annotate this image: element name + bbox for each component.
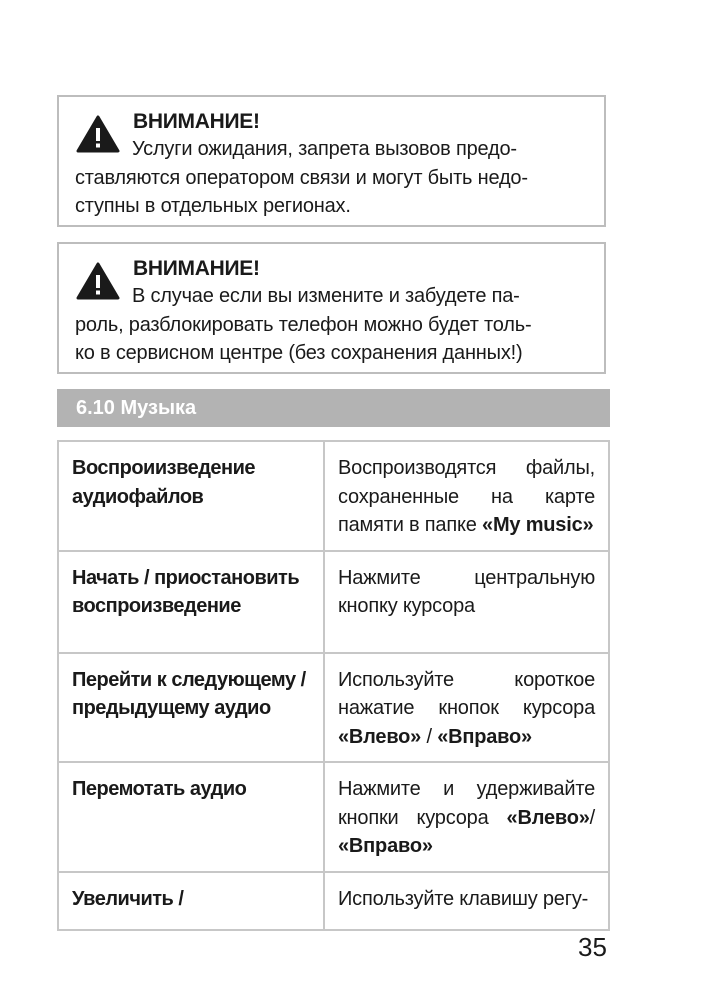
warning-title: ВНИМАНИЕ!	[133, 257, 260, 280]
function-description: Используйте короткое нажатие кнопок курсора «Влево» / «Вправо»	[324, 653, 609, 763]
warning-text: Услуги ожидания, запрета вызовов предо- ставляются оператором связи и могут быть недо- ступны в отдельных регионах.	[75, 138, 528, 217]
function-description: Используйте клавишу регу-	[324, 872, 609, 930]
function-name: Перемотать аудио	[58, 762, 324, 872]
table-row	[58, 441, 609, 551]
section-heading: 6.10 Музыка	[57, 389, 610, 427]
function-name: Начать / приостановить воспроизведение	[58, 551, 324, 653]
warning-text: В случае если вы измените и забудете па- роль, разблокировать телефон можно будет толь- ко в сервисном центре (без сохранения данных!)	[75, 285, 532, 364]
warning-title: ВНИМАНИЕ!	[133, 110, 260, 133]
function-description: Нажмите и удерживайте кнопки курсора «Влево»/ «Вправо»	[324, 762, 609, 872]
function-description: Воспроизводятся файлы, сохраненные на карте памяти в папке «My music»	[324, 441, 609, 551]
table-row	[58, 762, 609, 872]
warning-box	[57, 95, 606, 227]
table-row	[58, 653, 609, 763]
function-name: Увеличить /	[58, 872, 324, 930]
table-row	[58, 872, 609, 930]
function-description: Нажмите центральную кнопку курсора	[324, 551, 609, 653]
warning-box	[57, 242, 606, 374]
music-functions-table	[57, 440, 610, 931]
page-number: 35	[578, 932, 607, 962]
function-name: Воспроиизведение аудиофайлов	[58, 441, 324, 551]
table-row	[58, 551, 609, 653]
function-name: Перейти к следующему / предыдущему аудио	[58, 653, 324, 763]
